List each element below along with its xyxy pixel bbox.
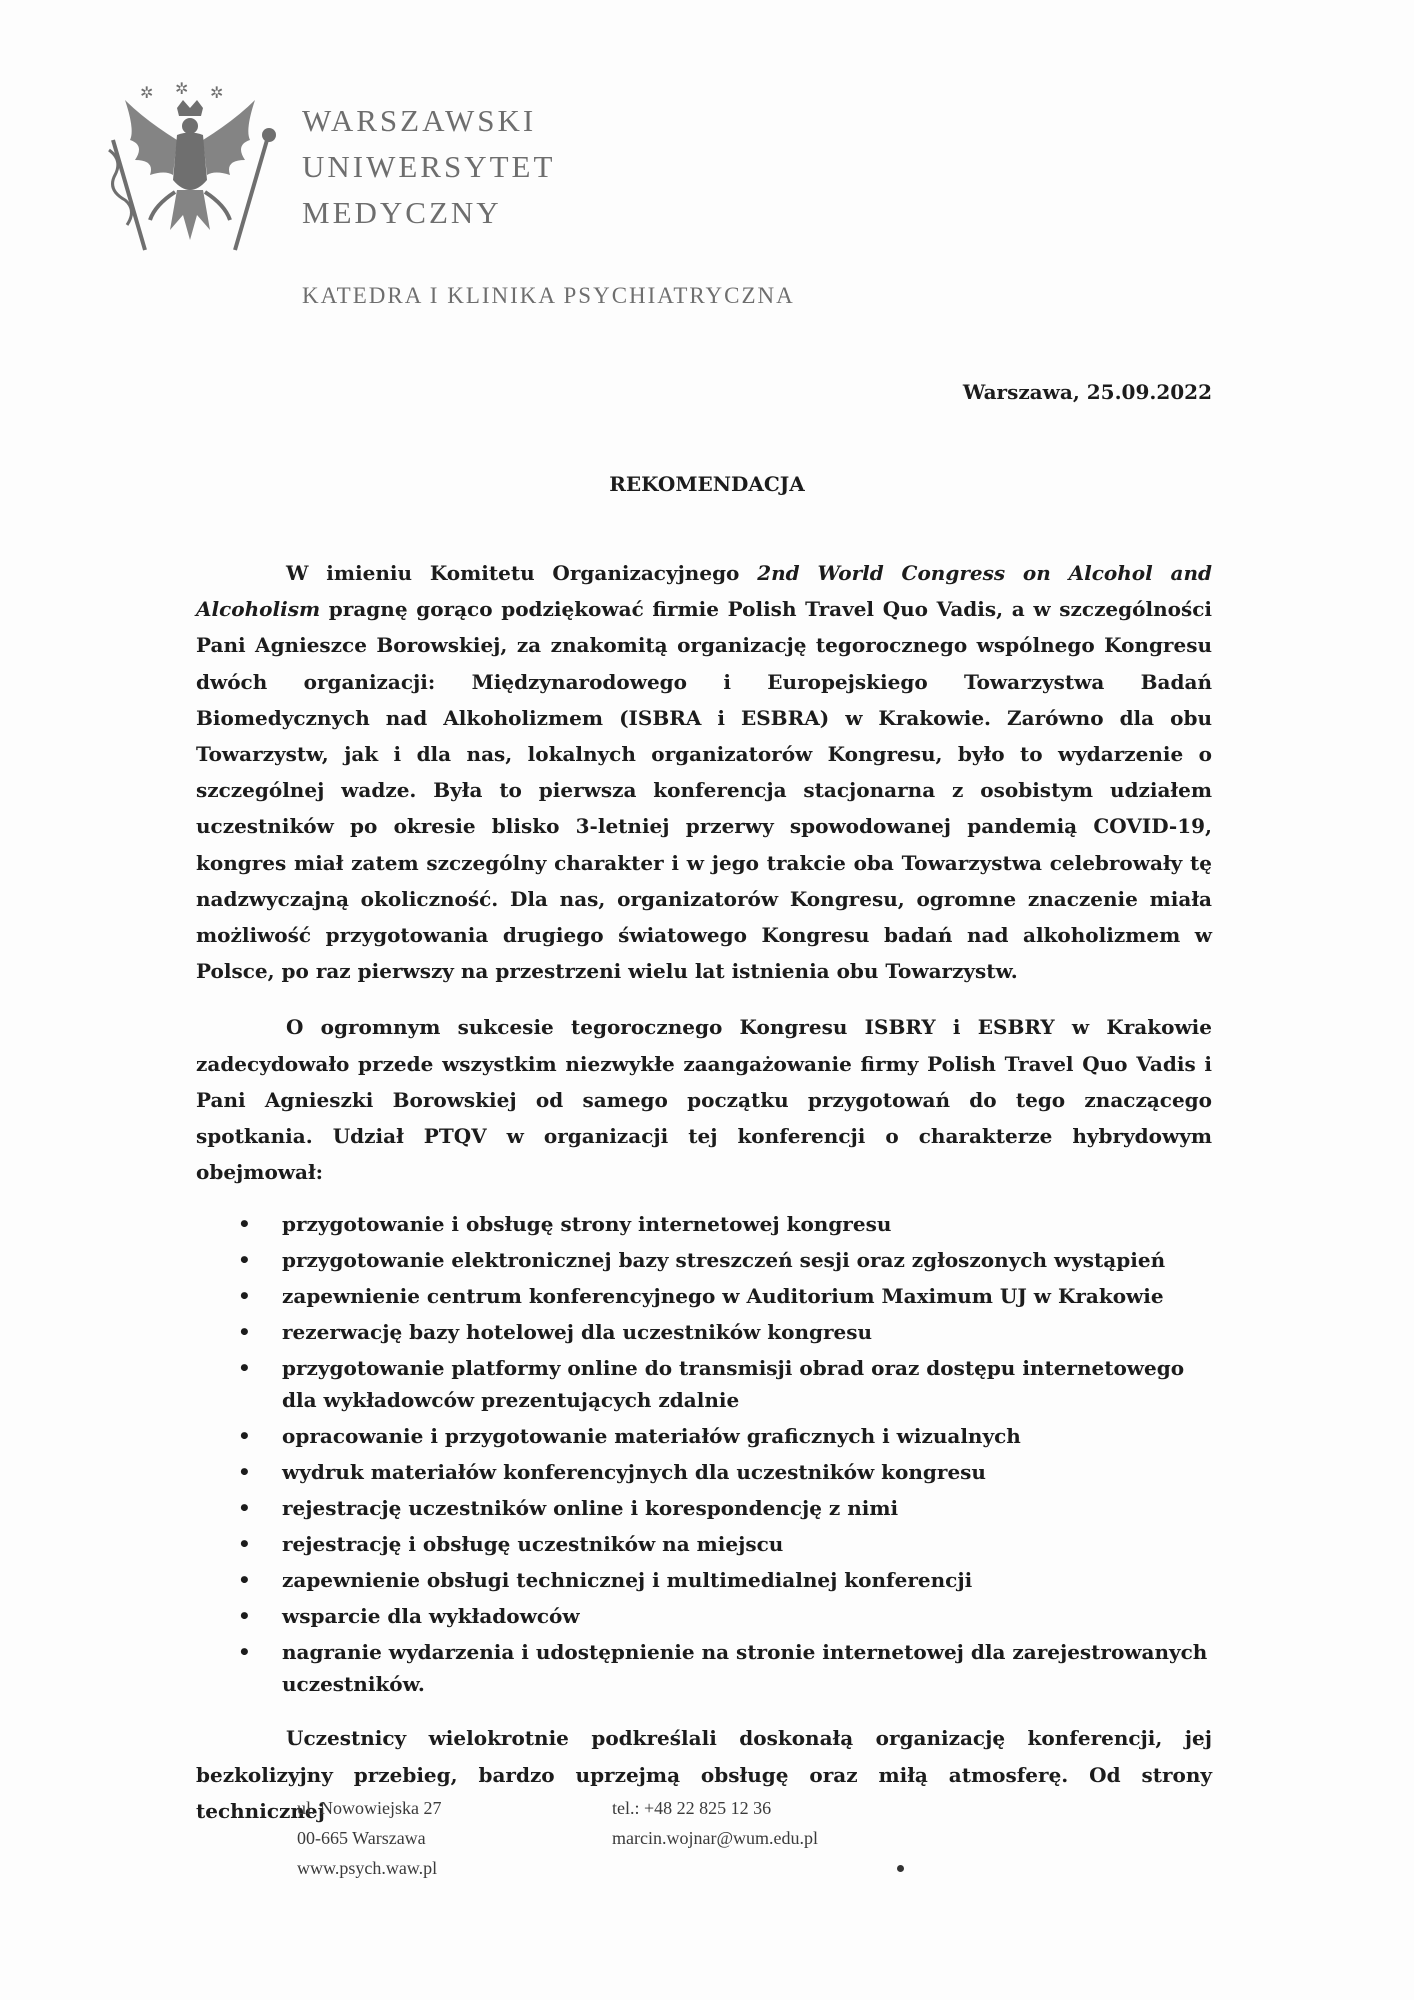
- scan-dot: [897, 1865, 904, 1872]
- list-item-text: przygotowanie elektronicznej bazy streszczeń sesji oraz zgłoszonych wystąpień: [282, 1248, 1166, 1273]
- list-item: [196, 1244, 1212, 1276]
- svg-text:✲: ✲: [210, 83, 224, 102]
- bullet-icon: •: [238, 1356, 251, 1381]
- footer-email: marcin.wojnar@wum.edu.pl: [612, 1828, 819, 1848]
- letter-title: REKOMENDACJA: [609, 472, 805, 496]
- paragraph-3: Uczestnicy wielokrotnie podkreślali doskonałą organizację konferencji, jej bezkolizyjny przebieg, bardzo uprzejmą obsługę oraz miłą atmosferę. Od strony technicznej: [196, 1726, 1212, 1823]
- list-item-text: przygotowanie platformy online do transmisji obrad oraz dostępu internetowego dla wykładowców prezentujących zdalnie: [282, 1356, 1185, 1413]
- list-item: [196, 1316, 1212, 1348]
- list-item-text: zapewnienie obsługi technicznej i multimedialnej konferencji: [282, 1568, 973, 1593]
- list-item: [196, 1564, 1212, 1596]
- paragraph-1-text: pragnę gorąco podziękować firmie Polish Travel Quo Vadis, a w szczególności Pani Agnieszce Borowskiej, za znakomitą organizację tegorocznego wspólnego Kongresu dwóch organizacji: Międzynarodowego i Europejskiego Towarzystwa Badań Biomedycznych nad Alkoholizmem (ISBRA i ESBRA) w Krakowie. Zarówno dla obu Towarzystw, jak i dla nas, lokalnych organizatorów Kongresu, było to wydarzenie o szczególnej wadze. Była to pierwsza konferencja stacjonarna z osobistym udziałem uczestników po okresie blisko 3-letniej przerwy spowodowanej pandemią COVID-19, kongres miał zatem szczególny charakter i w jego trakcie oba Towarzystwa celebrowały tę nadzwyczajną okoliczność. Dla nas, organizatorów Kongresu, ogromne znaczenie miała możliwość przygotowania drugiego światowego Kongresu badań nad alkoholizmem w Polsce, po raz pierwszy na przestrzeni wielu lat istnienia obu Towarzystw.: [196, 597, 1212, 984]
- list-item: [196, 1636, 1212, 1700]
- university-name-line: MEDYCZNY: [302, 195, 502, 230]
- letter-date: Warszawa, 25.09.2022: [962, 380, 1212, 404]
- university-name-line: UNIWERSYTET: [302, 149, 556, 184]
- bullet-icon: •: [238, 1460, 251, 1485]
- bullet-icon: •: [238, 1604, 251, 1629]
- department-name: KATEDRA I KLINIKA PSYCHIATRYCZNA: [302, 283, 795, 308]
- list-item-text: zapewnienie centrum konferencyjnego w Auditorium Maximum UJ w Krakowie: [282, 1284, 1164, 1309]
- congress-name: 2nd World Congress on Alcohol and Alcoholism: [196, 561, 1212, 622]
- bullet-icon: •: [238, 1320, 251, 1345]
- paragraph-1-intro: W imieniu Komitetu Organizacyjnego: [286, 561, 758, 585]
- list-item-text: wydruk materiałów konferencyjnych dla uczestników kongresu: [282, 1460, 986, 1485]
- eagle-crest-icon: [95, 80, 285, 255]
- bullet-icon: •: [238, 1496, 251, 1521]
- bullet-icon: •: [238, 1640, 251, 1665]
- footer-city: 00-665 Warszawa: [297, 1828, 426, 1848]
- list-item-text: rezerwację bazy hotelowej dla uczestników kongresu: [282, 1320, 873, 1345]
- list-item: [196, 1280, 1212, 1312]
- list-item: [196, 1600, 1212, 1632]
- bullet-icon: •: [238, 1284, 251, 1309]
- list-item-text: przygotowanie i obsługę strony internetowej kongresu: [282, 1212, 892, 1237]
- list-item: [196, 1528, 1212, 1560]
- university-name-line: WARSZAWSKI: [302, 103, 537, 138]
- list-item-text: nagranie wydarzenia i udostępnienie na stronie internetowej dla zarejestrowanych uczestników.: [282, 1640, 1208, 1697]
- bullet-icon: •: [238, 1424, 251, 1449]
- letter-body: [196, 555, 1212, 1829]
- list-item-text: opracowanie i przygotowanie materiałów graficznych i wizualnych: [282, 1424, 1021, 1449]
- footer-contact: [612, 1793, 818, 1853]
- list-item: [196, 1492, 1212, 1524]
- svg-text:✲: ✲: [175, 80, 189, 98]
- paragraph-1: [196, 555, 1212, 989]
- list-item-text: wsparcie dla wykładowców: [282, 1604, 580, 1629]
- list-item-text: rejestrację uczestników online i korespondencję z nimi: [282, 1496, 899, 1521]
- paragraph-2: O ogromnym sukcesie tegorocznego Kongresu ISBRY i ESBRY w Krakowie zadecydowało przede wszystkim niezwykłe zaangażowanie firmy Polish Travel Quo Vadis i Pani Agnieszki Borowskiej od samego początku przygotowań do tego znaczącego spotkania. Udział PTQV w organizacji tej konferencji o charakterze hybrydowym obejmował:: [196, 1015, 1212, 1185]
- bullet-icon: •: [238, 1212, 251, 1237]
- bullet-icon: •: [238, 1568, 251, 1593]
- footer-street: ul. Nowowiejska 27: [297, 1798, 442, 1818]
- services-list: [196, 1208, 1212, 1700]
- list-item-text: rejestrację i obsługę uczestników na miejscu: [282, 1532, 784, 1557]
- list-item: [196, 1456, 1212, 1488]
- footer-phone: tel.: +48 22 825 12 36: [612, 1798, 772, 1818]
- footer-website: www.psych.waw.pl: [297, 1858, 438, 1878]
- svg-text:✲: ✲: [140, 83, 154, 102]
- list-item: [196, 1420, 1212, 1452]
- list-item: [196, 1352, 1212, 1416]
- list-item: [196, 1208, 1212, 1240]
- bullet-icon: •: [238, 1532, 251, 1557]
- bullet-icon: •: [238, 1248, 251, 1273]
- university-name: [302, 98, 555, 236]
- footer-address: [297, 1793, 441, 1883]
